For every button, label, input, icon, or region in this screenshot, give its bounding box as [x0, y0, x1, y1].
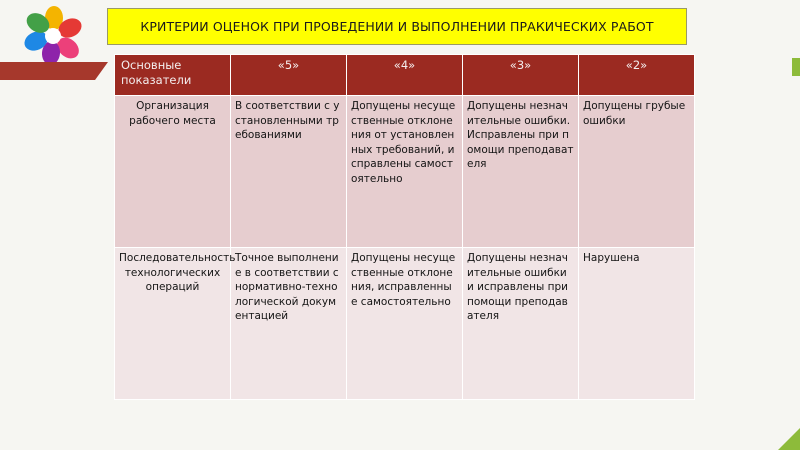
grade-2-cell: Нарушена — [579, 248, 695, 400]
grade-4-cell: Допущены несущественные отклонения от установленных требований, исправлены самостоятельно — [347, 96, 463, 248]
header-grade-5: «5» — [231, 55, 347, 96]
table-row — [115, 248, 695, 400]
header-grade-3: «3» — [463, 55, 579, 96]
red-ribbon-decoration — [0, 62, 108, 80]
table-header-row — [115, 55, 695, 96]
page-title: КРИТЕРИИ ОЦЕНОК ПРИ ПРОВЕДЕНИИ И ВЫПОЛНЕНИИ ПРАКИЧЕСКИХ РАБОТ — [107, 8, 687, 45]
table-row — [115, 96, 695, 248]
grade-5-cell: В соответствии с установленными требованиями — [231, 96, 347, 248]
criteria-table — [114, 54, 695, 400]
grade-2-cell: Допущены грубые ошибки — [579, 96, 695, 248]
indicator-cell: Последовательность технологических операций — [115, 248, 231, 400]
header-grade-4: «4» — [347, 55, 463, 96]
grade-3-cell: Допущены незначительные ошибки. Исправлены при помощи преподавателя — [463, 96, 579, 248]
grade-5-cell: Точное выполнение в соответствии с нормативно-технологической документацией — [231, 248, 347, 400]
indicator-cell: Организация рабочего места — [115, 96, 231, 248]
flower-logo-icon — [18, 4, 90, 66]
grade-3-cell: Допущены незначительные ошибки и исправлены при помощи преподавателя — [463, 248, 579, 400]
grade-4-cell: Допущены несущественные отклонения, исправленные самостоятельно — [347, 248, 463, 400]
header-indicators: Основные показатели — [115, 55, 231, 96]
green-accent-bar — [792, 58, 800, 76]
green-corner-triangle — [778, 428, 800, 450]
header-grade-2: «2» — [579, 55, 695, 96]
